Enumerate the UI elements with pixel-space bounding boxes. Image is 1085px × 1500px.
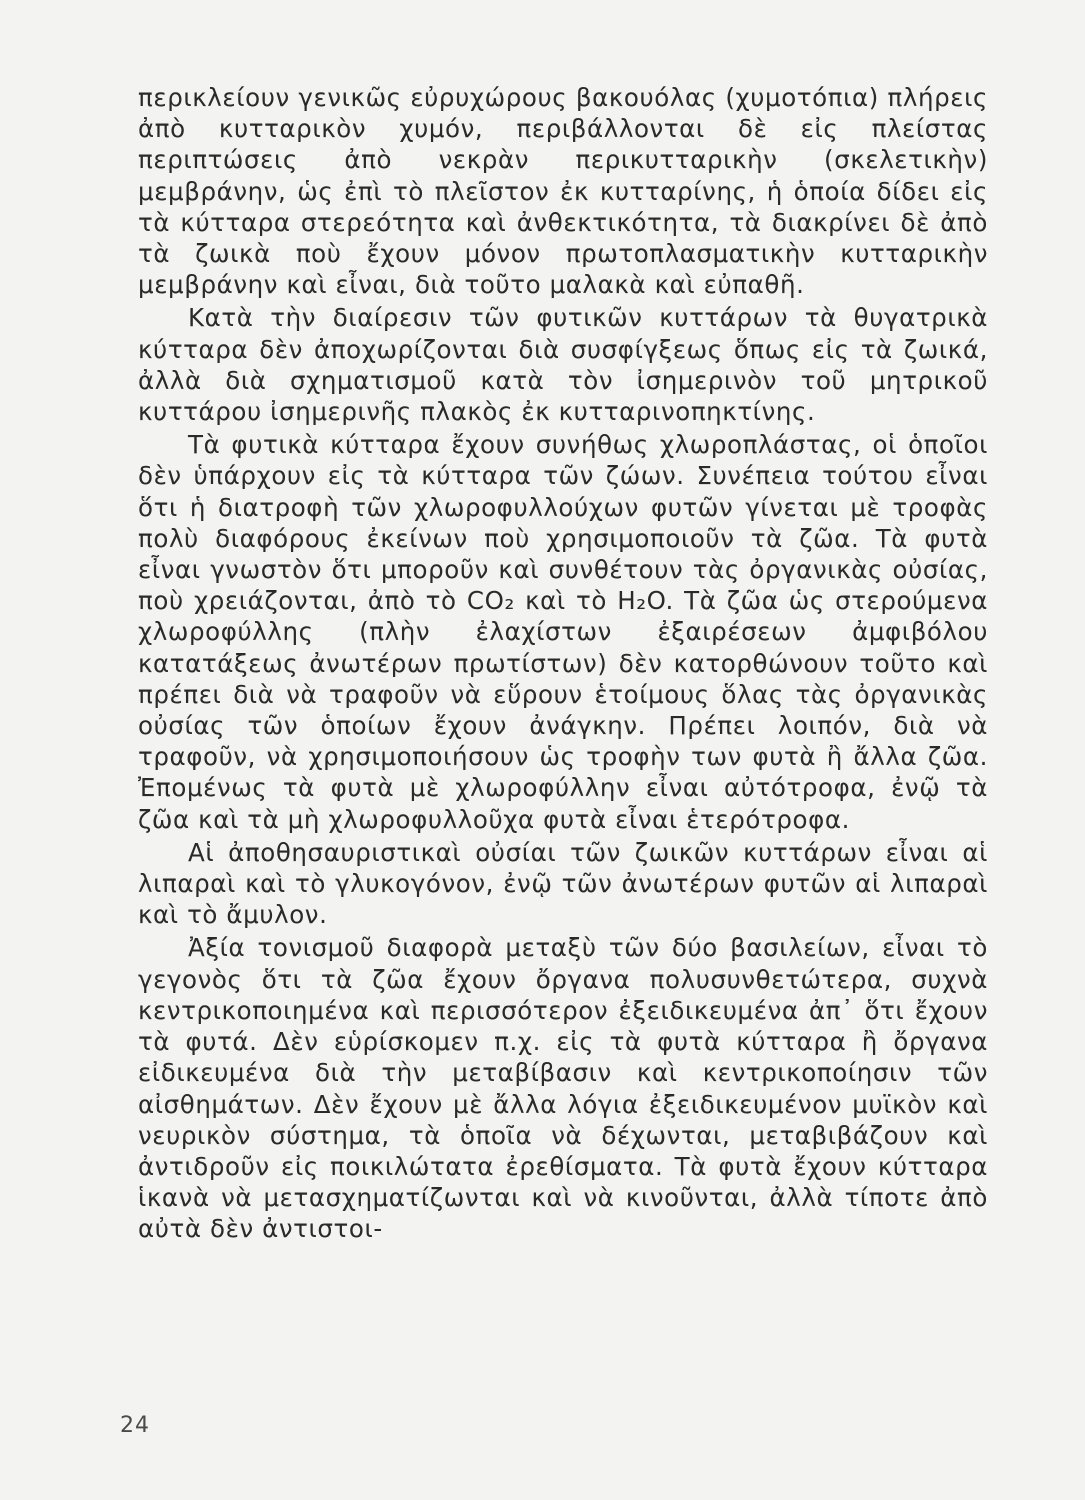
paragraph-organ-differences: Ἀξία τονισμοῦ διαφορὰ μεταξὺ τῶν δύο βασιλείων, εἶναι τὸ γεγονὸς ὅτι τὰ ζῶα ἔχουν ὄργανα πολυσυνθετώτερα, συχνὰ κεντρικοποιημένα καὶ περισσότερον ἐξειδικευμένα ἀπ᾿ ὅτι ἔχουν τὰ φυτά. Δὲν εὑρίσκομεν π.χ. εἰς τὰ φυτὰ κύτταρα ἢ ὄργανα εἰδικευμένα διὰ τὴν μεταβίβασιν καὶ κεντρικοποίησιν τῶν αἰσθημάτων. Δὲν ἔχουν μὲ ἄλλα λόγια ἐξειδικευμένον μυϊκὸν καὶ νευρικὸν σύστημα, τὰ ὁποῖα νὰ δέχωνται, μεταβιβάζουν καὶ ἀντιδροῦν εἰς ποικιλώτατα ἐρεθίσματα. Τὰ φυτὰ ἔχουν κύτταρα ἱκανὰ νὰ μετασχηματίζωνται καὶ νὰ κινοῦνται, ἀλλὰ τίποτε ἀπὸ αὐτὰ δὲν ἀντιστοι- [138, 933, 988, 1244]
paragraph-storage-substances: Αἱ ἀποθησαυριστικαὶ οὐσίαι τῶν ζωικῶν κυττάρων εἶναι αἱ λιπαραὶ καὶ τὸ γλυκογόνον, ἐνῷ τῶν ἀνωτέρων φυτῶν αἱ λιπαραὶ καὶ τὸ ἄμυλον. [138, 837, 988, 930]
body-text [138, 82, 988, 1245]
paragraph-cell-division: Κατὰ τὴν διαίρεσιν τῶν φυτικῶν κυττάρων τὰ θυγατρικὰ κύτταρα δὲν ἀποχωρίζονται διὰ συσφίγξεως ὅπως εἰς τὰ ζωικά, ἀλλὰ διὰ σχηματισμοῦ κατὰ τὸν ἰσημερινὸν τοῦ μητρικοῦ κυττάρου ἰσημερινῆς πλακὸς ἐκ κυτταρινοπηκτίνης. [138, 303, 988, 427]
paragraph-chloroplasts: Τὰ φυτικὰ κύτταρα ἔχουν συνήθως χλωροπλάστας, οἱ ὁποῖοι δὲν ὑπάρχουν εἰς τὰ κύτταρα τῶν ζώων. Συνέπεια τούτου εἶναι ὅτι ἡ διατροφὴ τῶν χλωροφυλλούχων φυτῶν γίνεται μὲ τροφὰς πολὺ διαφόρους ἐκείνων ποὺ χρησιμοποιοῦν τὰ ζῶα. Τὰ φυτὰ εἶναι γνωστὸν ὅτι μποροῦν καὶ συνθέτουν τὰς ὀργανικὰς οὐσίας, ποὺ χρειάζονται, ἀπὸ τὸ CO₂ καὶ τὸ H₂O. Τὰ ζῶα ὡς στερούμενα χλωροφύλλης (πλὴν ἐλαχίστων ἐξαιρέσεων ἀμφιβόλου κατατάξεως ἀνωτέρων πρωτίστων) δὲν κατορθώνουν τοῦτο καὶ πρέπει διὰ νὰ τραφοῦν νὰ εὕρουν ἑτοίμους ὅλας τὰς ὀργανικὰς οὐσίας τῶν ὁποίων ἔχουν ἀνάγκην. Πρέπει λοιπόν, διὰ νὰ τραφοῦν, νὰ χρησιμοποιήσουν ὡς τροφὴν των φυτὰ ἢ ἄλλα ζῶα. Ἐπομένως τὰ φυτὰ μὲ χλωροφύλλην εἶναι αὐτότροφα, ἐνῷ τὰ ζῶα καὶ τὰ μὴ χλωροφυλλοῦχα φυτὰ εἶναι ἑτερότροφα. [138, 430, 988, 834]
page-number: 24 [120, 1413, 150, 1438]
paragraph-continuation: περικλείουν γενικῶς εὐρυχώρους βακουόλας (χυμοτόπια) πλήρεις ἀπὸ κυτταρικὸν χυμόν, περιβάλλονται δὲ εἰς πλείστας περιπτώσεις ἀπὸ νεκρὰν περικυτταρικὴν (σκελετικὴν) μεμβράνην, ὡς ἐπὶ τὸ πλεῖστον ἐκ κυτταρίνης, ἡ ὁποία δίδει εἰς τὰ κύτταρα στερεότητα καὶ ἀνθεκτικότητα, τὰ διακρίνει δὲ ἀπὸ τὰ ζωικὰ ποὺ ἔχουν μόνον πρωτοπλασματικὴν κυτταρικὴν μεμβράνην καὶ εἶναι, διὰ τοῦτο μαλακὰ καὶ εὐπαθῆ. [138, 83, 988, 300]
